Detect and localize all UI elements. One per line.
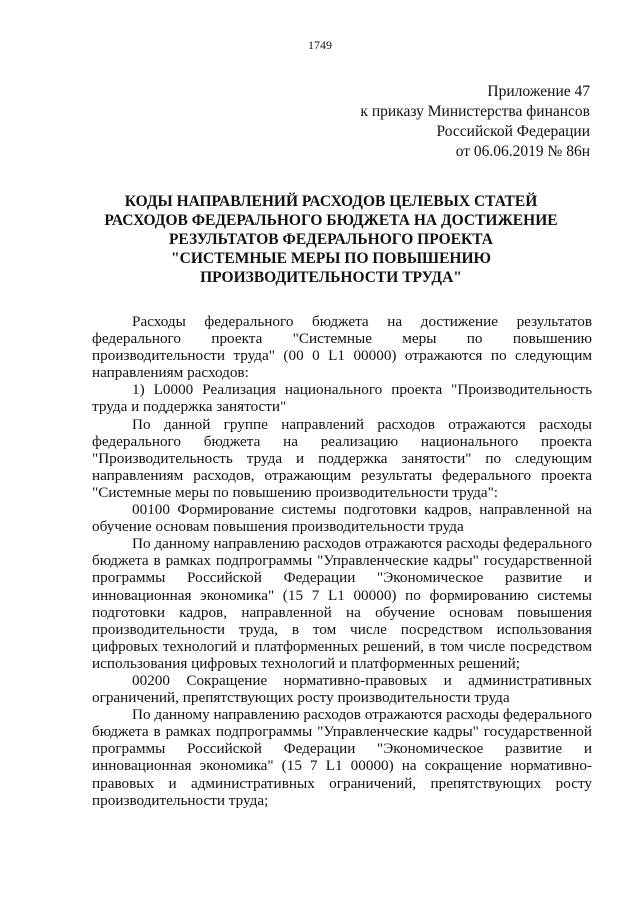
paragraph-code-00100: 00100 Формирование системы подготовки кадров, направленной на обучение основам повышения производительности труда — [92, 501, 592, 536]
appendix-header — [360, 82, 590, 162]
appendix-country: Российской Федерации — [436, 123, 590, 140]
title-line: ПРОИЗВОДИТЕЛЬНОСТИ ТРУДА" — [200, 269, 462, 286]
paragraph-intro: Расходы федерального бюджета на достижение результатов федерального проекта "Системные меры по повышению производительности труда" (00 0 L1 00000) отражаются по следующим направлениям расходов: — [92, 313, 592, 382]
appendix-order-ref: к приказу Министерства финансов — [360, 103, 590, 120]
paragraph-group-description: По данной группе направлений расходов отражаются расходы федерального бюджета на реализацию национального проекта "Производительность труда и поддержка занятости" по следующим направлениям расходов, отражающим результаты федерального проекта "Системные меры по повышению производительности труда": — [92, 415, 592, 501]
paragraph-group-l0000: 1) L0000 Реализация национального проекта "Производительность труда и поддержка занятости" — [92, 381, 592, 416]
paragraph-code-00100-description: По данному направлению расходов отражаются расходы федерального бюджета в рамках подпрограммы "Управленческие кадры" государственной программы Российской Федерации "Экономическое развитие и инновационная экономика" (15 7 L1 00000) по формированию системы подготовки кадров, направленной на обучение основам повышения производительности труда, в том числе посредством использования цифровых технологий и платформенных решений, в том числе посредством использования цифровых технологий и платформенных решений; — [92, 535, 592, 672]
document-body — [92, 313, 592, 809]
document-title — [80, 192, 582, 287]
appendix-date-number: от 06.06.2019 № 86н — [455, 143, 590, 160]
title-line: КОДЫ НАПРАВЛЕНИЙ РАСХОДОВ ЦЕЛЕВЫХ СТАТЕЙ — [124, 193, 538, 210]
title-line: "СИСТЕМНЫЕ МЕРЫ ПО ПОВЫШЕНИЮ — [171, 250, 491, 267]
paragraph-code-00200-description: По данному направлению расходов отражаются расходы федерального бюджета в рамках подпрограммы "Управленческие кадры" государственной программы Российской Федерации "Экономическое развитие и инновационная экономика" (15 7 L1 00000) на сокращение нормативно-правовых и административных ограничений, препятствующих росту производительности труда; — [92, 706, 592, 809]
appendix-number: Приложение 47 — [487, 83, 590, 100]
title-line: РАСХОДОВ ФЕДЕРАЛЬНОГО БЮДЖЕТА НА ДОСТИЖЕНИЕ — [104, 212, 558, 229]
title-line: РЕЗУЛЬТАТОВ ФЕДЕРАЛЬНОГО ПРОЕКТА — [168, 231, 494, 248]
paragraph-code-00200: 00200 Сокращение нормативно-правовых и административных ограничений, препятствующих росту производительности труда — [92, 671, 592, 707]
page-number: 1749 — [308, 38, 332, 52]
